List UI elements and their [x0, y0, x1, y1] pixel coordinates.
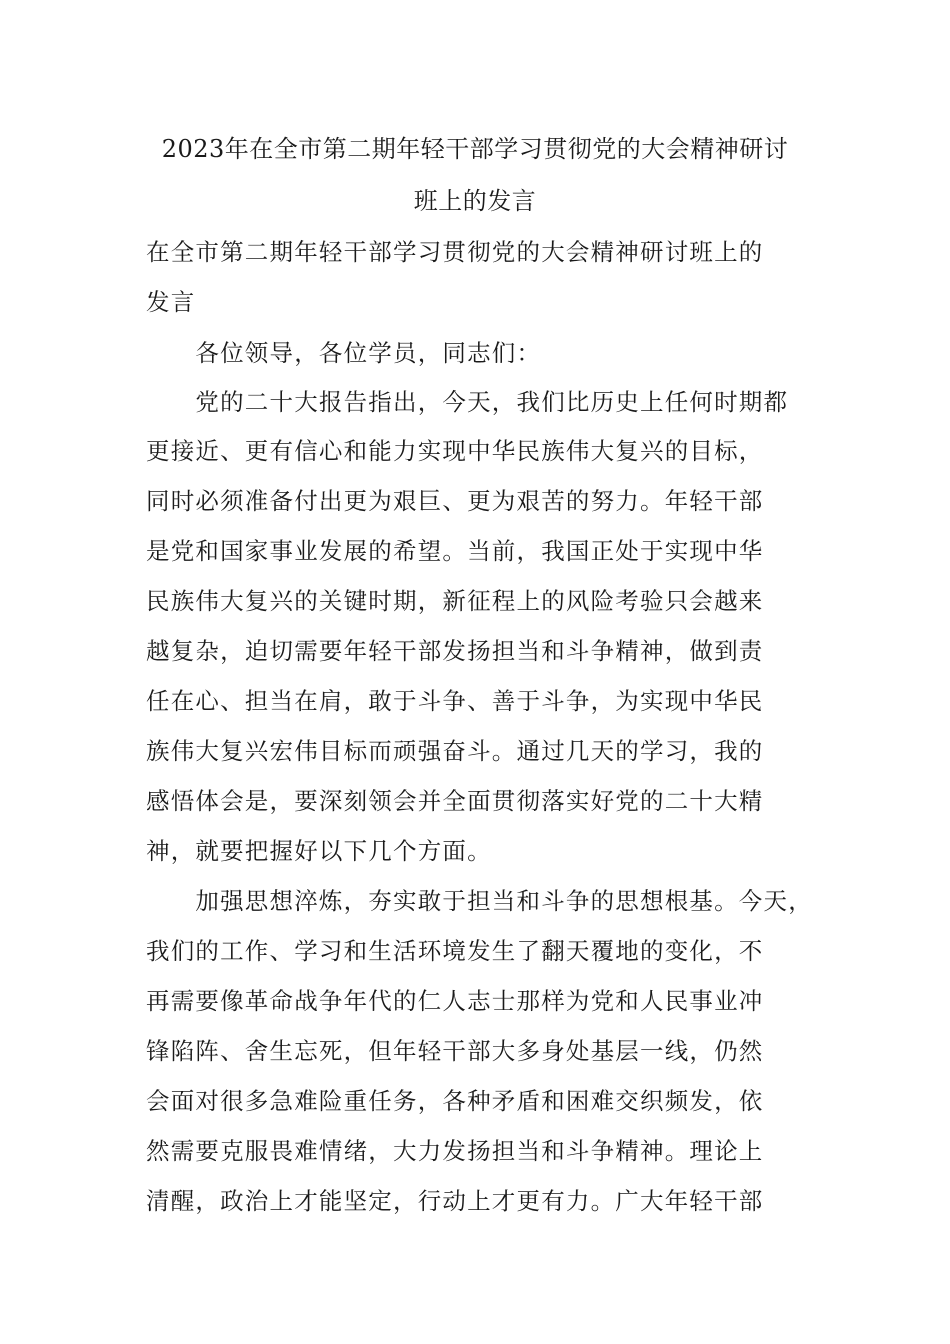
document-title-line-2: 班上的发言 — [413, 187, 537, 215]
body-line: 发言 — [146, 288, 196, 316]
body-line: 民族伟大复兴的关键时期，新征程上的风险考验只会越来 — [146, 587, 764, 615]
document-title-line-1: 2023年在全市第二期年轻干部学习贯彻党的大会精神研讨 — [161, 135, 789, 163]
body-line: 加强思想淬炼，夯实敢于担当和斗争的思想根基。今天， — [146, 887, 813, 915]
body-line: 越复杂，迫切需要年轻干部发扬担当和斗争精神，做到责 — [146, 637, 764, 665]
body-line: 会面对很多急难险重任务，各种矛盾和困难交织频发，依 — [146, 1087, 764, 1115]
body-line: 神，就要把握好以下几个方面。 — [146, 837, 492, 865]
body-line: 任在心、担当在肩，敢于斗争、善于斗争，为实现中华民 — [146, 687, 764, 715]
body-line: 是党和国家事业发展的希望。当前，我国正处于实现中华 — [146, 537, 764, 565]
body-line: 我们的工作、学习和生活环境发生了翻天覆地的变化，不 — [146, 937, 764, 965]
body-line: 更接近、更有信心和能力实现中华民族伟大复兴的目标， — [146, 437, 764, 465]
body-line: 感悟体会是，要深刻领会并全面贯彻落实好党的二十大精 — [146, 787, 764, 815]
body-line: 清醒，政治上才能坚定，行动上才更有力。广大年轻干部 — [146, 1187, 764, 1215]
body-line: 锋陷阵、舍生忘死，但年轻干部大多身处基层一线，仍然 — [146, 1037, 764, 1065]
body-line: 各位领导，各位学员，同志们： — [146, 339, 542, 367]
body-line: 族伟大复兴宏伟目标而顽强奋斗。通过几天的学习，我的 — [146, 737, 764, 765]
body-line: 党的二十大报告指出，今天，我们比历史上任何时期都 — [146, 388, 789, 416]
body-line: 同时必须准备付出更为艰巨、更为艰苦的努力。年轻干部 — [146, 487, 764, 515]
body-line: 然需要克服畏难情绪，大力发扬担当和斗争精神。理论上 — [146, 1137, 764, 1165]
body-line: 在全市第二期年轻干部学习贯彻党的大会精神研讨班上的 — [146, 238, 764, 266]
body-line: 再需要像革命战争年代的仁人志士那样为党和人民事业冲 — [146, 987, 764, 1015]
